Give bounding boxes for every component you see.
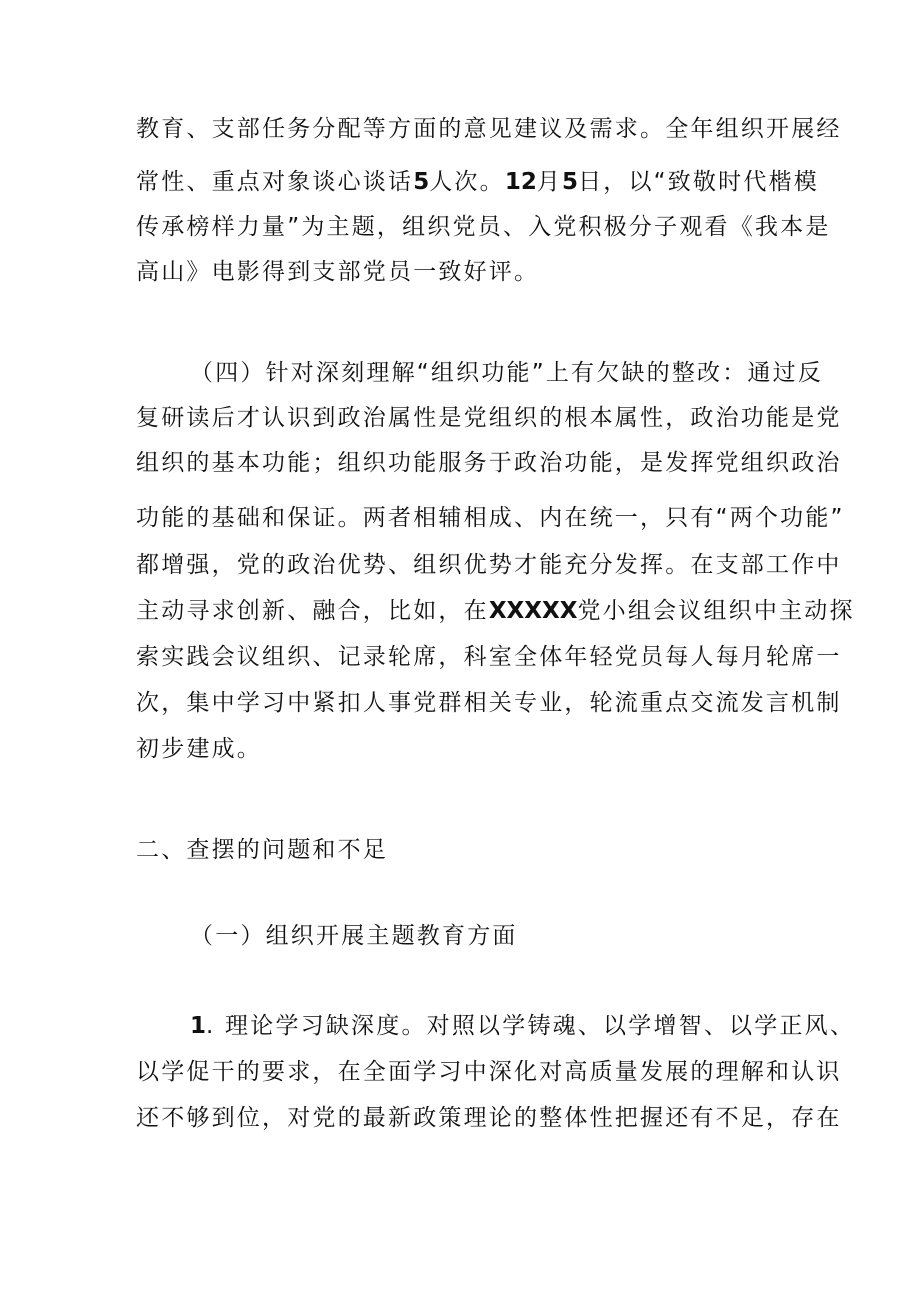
text-segment: 党小组会议组织中主动探 — [577, 598, 855, 624]
text-line — [136, 595, 855, 627]
subsection-heading: （一）组织开展主题教育方面 — [190, 923, 518, 949]
text-segment: 日，以“致敬时代楷模 — [578, 169, 819, 195]
placeholder-name: XXXXX — [488, 598, 578, 624]
text-line: 教育、支部任务分配等方面的意见建议及需求。全年组织开展经 — [136, 116, 842, 142]
text-line: 高山》电影得到支部党员一致好评。 — [136, 259, 540, 285]
text-line: 都增强，党的政治优势、组织优势才能充分发挥。在支部工作中 — [136, 552, 842, 578]
list-number: 1 — [190, 1013, 207, 1039]
text-segment: . 理论学习缺深度。对照以学铸魂、以学增智、以学正风、 — [206, 1013, 856, 1039]
text-line: 功能的基础和保证。两者相辅相成、内在统一，只有“两个功能” — [136, 505, 845, 531]
text-line: 次，集中学习中紧扣人事党群相关专业，轮流重点交流发言机制 — [136, 690, 842, 716]
text-line: 复研读后才认识到政治属性是党组织的根本属性，政治功能是党 — [136, 405, 842, 431]
text-line: 初步建成。 — [136, 736, 262, 762]
text-segment: 月 — [536, 169, 563, 195]
text-line: 索实践会议组织、记录轮席，科室全体年轻党员每人每月轮席一 — [136, 644, 842, 670]
text-line: （四）针对深刻理解“组织功能”上有欠缺的整改：通过反 — [190, 360, 824, 386]
text-line: 以学促干的要求，在全面学习中深化对高质量发展的理解和认识 — [136, 1059, 842, 1085]
text-segment: 人次。 — [429, 169, 505, 195]
text-line: 传承榜样力量”为主题，组织党员、入党积极分子观看《我本是 — [136, 214, 831, 240]
text-line: 还不够到位，对党的最新政策理论的整体性把握还有不足，存在 — [136, 1105, 842, 1131]
section-heading: 二、查摆的问题和不足 — [136, 837, 388, 863]
number: 12 — [504, 169, 537, 195]
number: 5 — [562, 169, 579, 195]
text-segment: 常性、重点对象谈心谈话 — [136, 169, 414, 195]
text-segment: 主动寻求创新、融合，比如，在 — [136, 598, 489, 624]
text-line: 组织的基本功能；组织功能服务于政治功能，是发挥党组织政治 — [136, 450, 842, 476]
text-line — [136, 166, 819, 198]
number: 5 — [413, 169, 430, 195]
text-line — [190, 1010, 856, 1042]
